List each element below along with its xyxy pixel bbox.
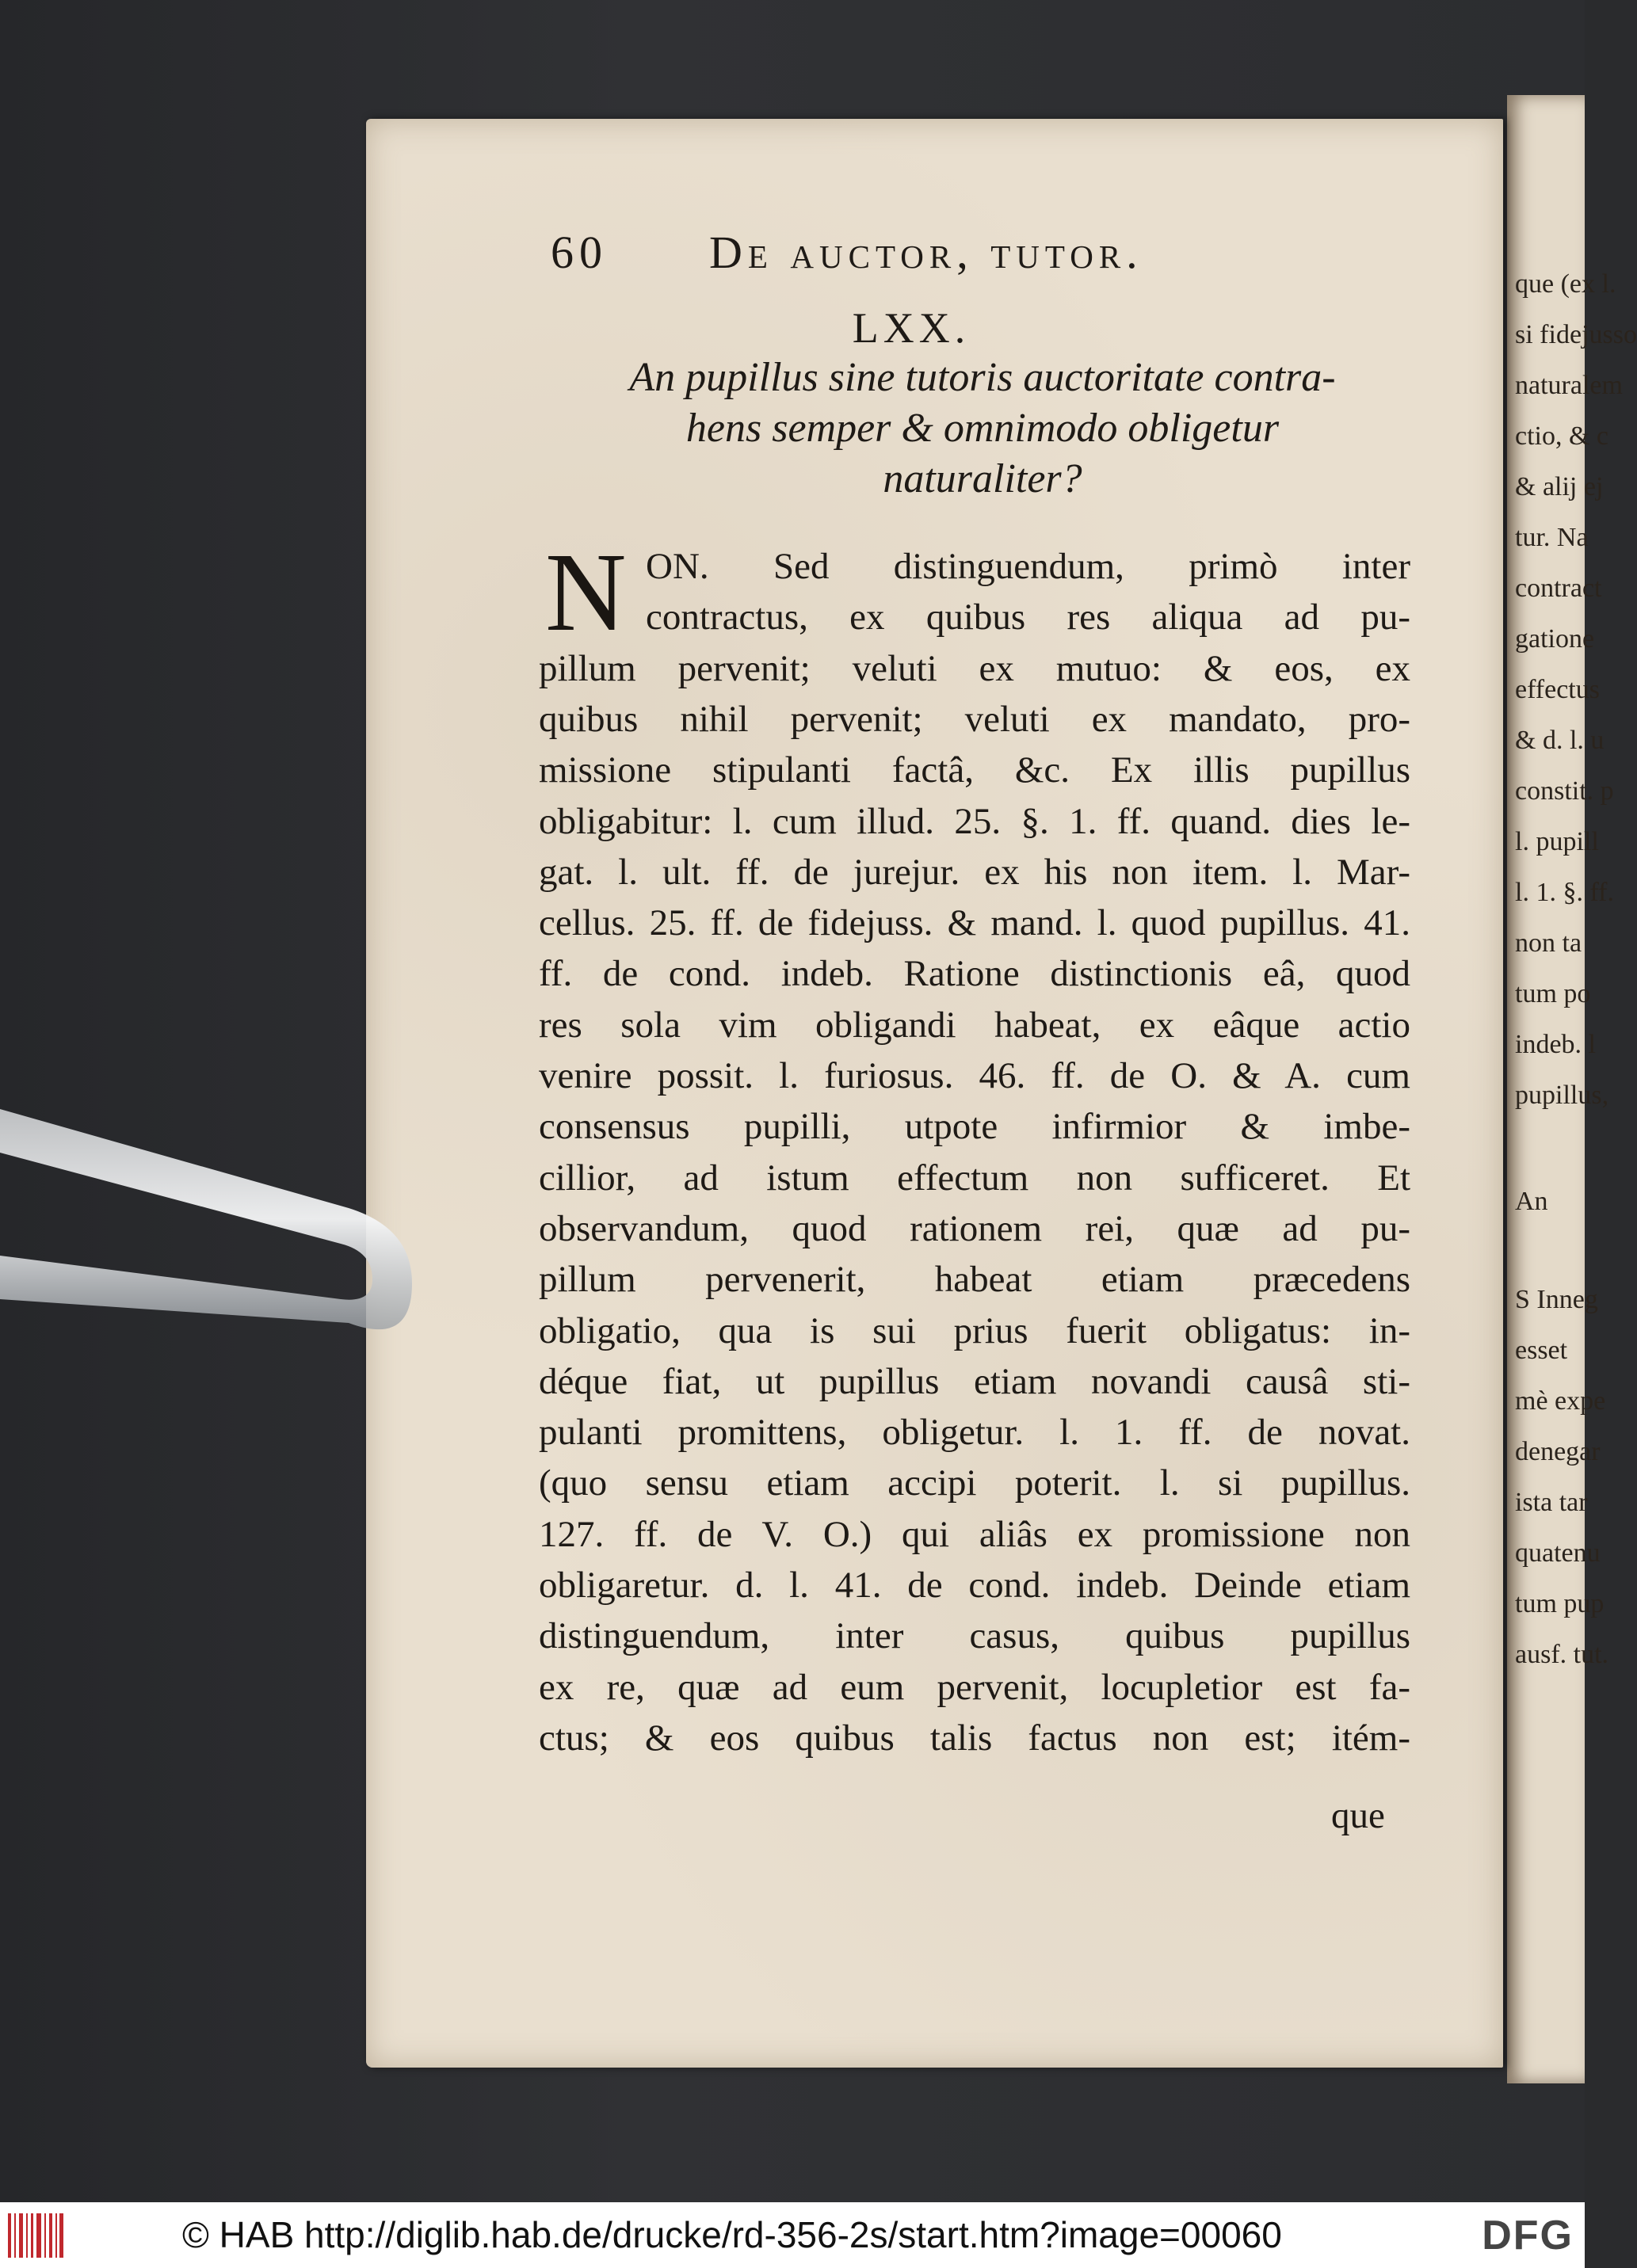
- body-line: pillum pervenerit, habeat etiam præcedens: [539, 1259, 1410, 1301]
- facing-page: [1507, 95, 1637, 2083]
- body-line: distinguendum, inter casus, quibus pupillus: [539, 1615, 1410, 1657]
- body-line: quibus nihil pervenit; veluti ex mandato, pro-: [539, 698, 1410, 740]
- body-line: obligabitur: l. cum illud. 25. §. 1. ff. quand. dies le-: [539, 800, 1410, 842]
- body-line: missione stipulanti factâ, &c. Ex illis pupillus: [539, 749, 1410, 791]
- facing-page-fragment: contract: [1515, 574, 1602, 603]
- body-line: cellus. 25. ff. de fidejuss. & mand. l. quod pupillus. 41.: [539, 902, 1410, 944]
- dfg-logo: DFG: [1482, 2213, 1574, 2258]
- body-line: observandum, quod rationem rei, quæ ad pu-: [539, 1207, 1410, 1249]
- facing-page-fragment: si fidejusso: [1515, 320, 1637, 349]
- facing-page-fragment: & d. l. u: [1515, 726, 1605, 755]
- body-line: déque fiat, ut pupillus etiam novandi causâ sti-: [539, 1360, 1410, 1402]
- body-line: obligaretur. d. l. 41. de cond. indeb. Deinde etiam: [539, 1565, 1410, 1606]
- facing-page-fragment: tum po: [1515, 979, 1591, 1008]
- drop-cap: N: [545, 529, 627, 654]
- facing-page-fragment: naturalem: [1515, 371, 1623, 400]
- facing-page-fragment: effectus: [1515, 675, 1600, 704]
- body-line: (quo sensu etiam accipi poterit. l. si pupillus.: [539, 1462, 1410, 1504]
- facing-page-fragment: mè expe: [1515, 1386, 1606, 1416]
- body-line: ff. de cond. indeb. Ratione distinctionis eâ, quod: [539, 953, 1410, 995]
- body-line: ctus; & eos quibus talis factus non est; itém-: [539, 1717, 1410, 1759]
- body-line: pulanti promittens, obligetur. l. 1. ff. de novat.: [539, 1412, 1410, 1454]
- facing-page-fragment: que (ex l.: [1515, 269, 1616, 299]
- facing-page-fragment: indeb. l: [1515, 1030, 1596, 1059]
- body-line: gat. l. ult. ff. de jurejur. ex his non item. l. Mar-: [539, 851, 1410, 893]
- body-line: pillum pervenit; veluti ex mutuo: & eos, ex: [539, 647, 1410, 689]
- body-line: cillior, ad istum effectum non sufficeret. Et: [539, 1157, 1410, 1199]
- section-heading: [547, 353, 1418, 505]
- facing-page-fragment: non ta: [1515, 928, 1582, 958]
- body-line: 127. ff. de V. O.) qui aliâs ex promissione non: [539, 1513, 1410, 1555]
- facing-page-fragment: pupillus,: [1515, 1081, 1609, 1110]
- body-line: ex re, quæ ad eum pervenit, locupletior est fa-: [539, 1666, 1410, 1708]
- facing-page-fragment: constit. p: [1515, 776, 1614, 806]
- facing-page-fragment: gatione: [1515, 624, 1595, 654]
- body-line: obligatio, qua is sui prius fuerit obligatus: in-: [539, 1309, 1410, 1351]
- facing-page-fragment: l. pupill: [1515, 827, 1599, 856]
- body-line: consensus pupilli, utpote infirmior & imbe-: [539, 1106, 1410, 1148]
- page-number: 60: [551, 227, 608, 278]
- barcode-icon: [8, 2213, 63, 2258]
- heading-line: naturaliter?: [883, 456, 1082, 501]
- facing-page-fragment: denegar: [1515, 1437, 1601, 1466]
- facing-page-fragment: ctio, & c: [1515, 421, 1609, 451]
- facing-page-fragment: tum pup: [1515, 1589, 1605, 1618]
- body-line: contractus, ex quibus res aliqua ad pu-: [646, 597, 1410, 638]
- facing-page-fragment: ista tar: [1515, 1488, 1588, 1517]
- facing-page-fragment: quatenu: [1515, 1538, 1601, 1568]
- body-line: venire possit. l. furiosus. 46. ff. de O. & A. cum: [539, 1055, 1410, 1096]
- catchword: que: [1331, 1795, 1385, 1836]
- copyright-link[interactable]: © HAB http://diglib.hab.de/drucke/rd-356-2s/start.htm?image=00060: [182, 2214, 1282, 2255]
- facing-page-fragment: tur. Na: [1515, 523, 1589, 552]
- heading-line: An pupillus sine tutoris auctoritate contra-: [629, 355, 1336, 400]
- facing-page-fragment: & alij ej: [1515, 472, 1604, 501]
- running-title: De auctor, tutor.: [709, 227, 1143, 278]
- facing-page-fragment: l. 1. §. ff.: [1515, 878, 1614, 907]
- facing-page-fragment: An: [1515, 1187, 1548, 1216]
- section-numeral: LXX.: [852, 304, 971, 352]
- running-head: [551, 226, 1295, 281]
- footer-bar: [0, 2202, 1585, 2268]
- facing-page-fragment: esset: [1515, 1336, 1568, 1365]
- body-line: res sola vim obligandi habeat, ex eâque actio: [539, 1004, 1410, 1046]
- facing-page-fragment: S Inneg: [1515, 1285, 1598, 1314]
- book-clip-icon: [0, 1109, 420, 1370]
- facing-page-fragment: ausf. tut.: [1515, 1640, 1609, 1669]
- heading-line: hens semper & omnimodo obligetur: [685, 406, 1280, 451]
- body-line: ON. Sed distinguendum, primò inter: [646, 546, 1410, 587]
